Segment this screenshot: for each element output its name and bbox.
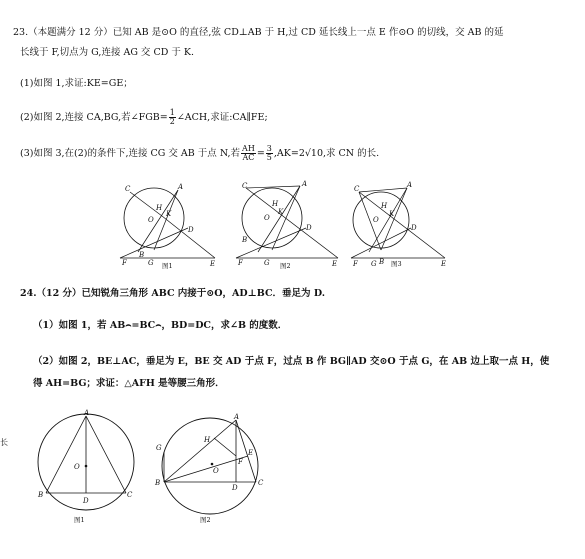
q23-line2: 长线于 F,切点为 G,连接 AG 交 CD 于 K. <box>20 47 194 58</box>
svg-text:O: O <box>74 463 80 471</box>
svg-text:E: E <box>248 449 254 457</box>
q23-part2-fraction: $\frac{1}{2}$ <box>169 108 175 126</box>
svg-text:D: D <box>188 226 194 234</box>
q23-part3-text-a: (3)如图 3,在(2)的条件下,连接 CG 交 AB 于点 N,若 <box>20 148 241 159</box>
q23-part3-fraction-ah-ac: $\frac{AH}{AC}$ <box>242 144 255 162</box>
q23-figure-2 <box>228 180 348 272</box>
svg-text:F: F <box>238 458 243 466</box>
svg-text:G: G <box>148 259 154 267</box>
svg-text:F: F <box>122 259 127 267</box>
svg-text:A: A <box>84 409 90 417</box>
q23-figure-1 <box>110 180 220 272</box>
svg-text:H: H <box>204 436 211 444</box>
svg-text:O: O <box>373 216 379 224</box>
q24-figure-2 <box>152 410 277 535</box>
q23-part1: (1)如图 1,求证:KE=GE； <box>20 78 133 89</box>
q23-figure-3 <box>345 182 455 274</box>
svg-text:K: K <box>278 208 284 216</box>
svg-text:C: C <box>125 185 131 193</box>
svg-text:C: C <box>242 182 248 190</box>
q23-line1: 23.（本题满分 12 分）已知 AB 是⊙O 的直径,弦 CD⊥AB 于 H,过 CD 延长线上一点 E 作⊙O 的切线，交 AB 的延 <box>13 27 504 38</box>
svg-text:A: A <box>178 183 184 191</box>
q24-figure-1-caption: 图1 <box>74 516 85 524</box>
svg-text:E: E <box>210 260 216 268</box>
svg-text:A: A <box>302 180 308 188</box>
svg-text:O: O <box>213 467 219 475</box>
svg-text:K: K <box>389 210 395 218</box>
q23-part3-text-b: ,AK=2√10,求 CN 的长. <box>273 148 380 159</box>
svg-text:A: A <box>234 413 240 421</box>
q23-part2-text-b: ∠ACH,求证:CA∥FE; <box>176 112 268 123</box>
svg-text:K: K <box>166 210 172 218</box>
q24-part1: （1）如图 1，若 AB⌢=BC⌢，BD=DC，求∠B 的度数． <box>33 320 288 331</box>
svg-text:F: F <box>353 260 358 268</box>
q23-part2-text-a: (2)如图 2,连接 CA,BG,若∠FGB= <box>20 112 168 123</box>
svg-text:D: D <box>232 484 238 492</box>
svg-text:O: O <box>264 214 270 222</box>
q24-line1: 24.（12 分）已知锐角三角形 ABC 内接于⊙O，AD⊥BC．垂足为 D. <box>20 288 326 299</box>
q23-part3-fraction-3-5: $\frac{3}{5}$ <box>266 144 272 162</box>
q23-figure-1-caption: 图1 <box>162 262 173 270</box>
svg-text:F: F <box>238 259 243 267</box>
svg-text:E: E <box>332 260 338 268</box>
q23-part2 <box>20 109 268 126</box>
svg-text:H: H <box>156 204 163 212</box>
q23-figure-3-caption: 图3 <box>391 260 402 268</box>
svg-text:H: H <box>272 200 279 208</box>
svg-text:A: A <box>407 181 413 189</box>
svg-text:D: D <box>83 497 89 505</box>
svg-text:E: E <box>441 260 447 268</box>
q24-figure-2-caption: 图2 <box>200 516 211 524</box>
svg-text:C: C <box>127 491 133 499</box>
svg-text:C: C <box>354 185 360 193</box>
svg-text:B: B <box>38 491 44 499</box>
q24-figure-1 <box>36 410 146 535</box>
svg-text:C: C <box>258 479 264 487</box>
q23-figure-2-caption: 图2 <box>280 262 291 270</box>
svg-text:B: B <box>242 236 248 244</box>
svg-text:G: G <box>264 259 270 267</box>
svg-text:B: B <box>379 258 385 266</box>
svg-text:G: G <box>156 444 162 452</box>
svg-text:O: O <box>148 216 154 224</box>
svg-text:B: B <box>139 251 145 259</box>
svg-text:G: G <box>371 260 377 268</box>
q24-part2-line2: 得 AH=BG；求证：△AFH 是等腰三角形． <box>33 378 225 389</box>
svg-text:D: D <box>411 224 417 232</box>
q23-part3: (3)如图 3,在(2)的条件下,连接 CG 交 AB 于点 N,若 $\frac{AH}{AC}$ = $\frac{3}{5}$ ,AK=2√10,求 CN 的长. <box>20 144 380 162</box>
q24-part2-line1: （2）如图 2，BE⊥AC，垂足为 E，BE 交 AD 于点 F，过点 B 作 BG∥AD 交⊙O 于点 G，在 AB 边上取一点 H，使 <box>33 356 550 367</box>
margin-character: 长 <box>0 438 8 447</box>
svg-text:D: D <box>306 224 312 232</box>
svg-text:H: H <box>381 202 388 210</box>
svg-text:B: B <box>155 479 161 487</box>
